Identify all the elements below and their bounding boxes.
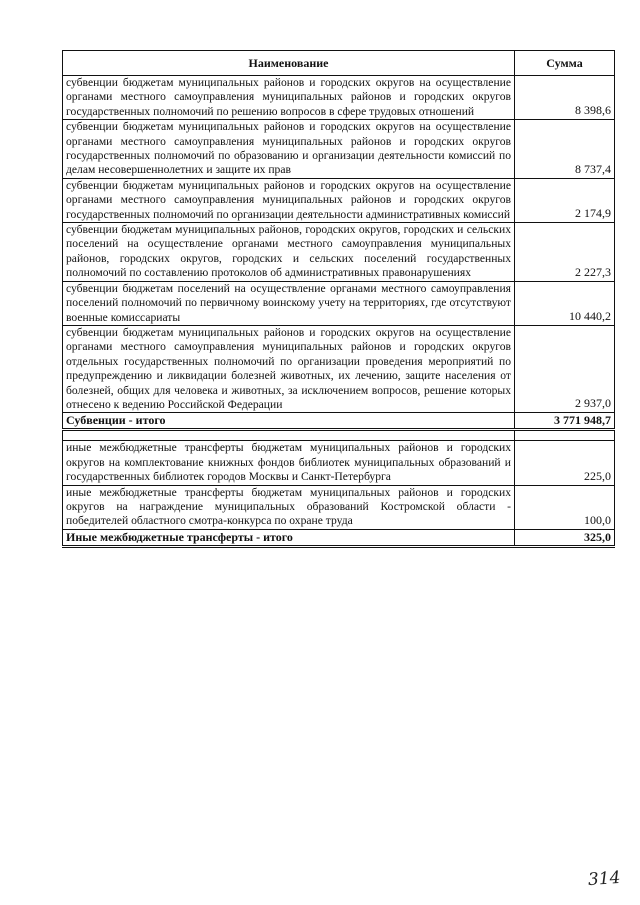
- handwritten-page-number: 314: [586, 867, 621, 891]
- subventions-total-row: [63, 413, 615, 430]
- row-sum: 100,0: [515, 485, 615, 529]
- table-row: [63, 223, 615, 282]
- row-sum: 8 737,4: [515, 120, 615, 179]
- row-name: субвенции бюджетам муниципальных районов и городских округов на осуществление органами местного самоуправления муниципальных районов и городских округов отдельных государственных полномочий по организации проведения мероприятий по предупреждению и ликвидации болезней животных, их лечению, защите населения от болезней, общих для человека и животных, за исключением вопросов, решение которых отнесено к ведению Российской Федерации: [63, 325, 515, 412]
- row-name: субвенции бюджетам муниципальных районов и городских округов на осуществление органами местного самоуправления муниципальных районов и городских округов государственных полномочий по организации деятельности административных комиссий: [63, 178, 515, 222]
- subventions-total-label: Субвенции - итого: [63, 413, 515, 430]
- subventions-total-sum: 3 771 948,7: [515, 413, 615, 430]
- other-transfers-total-row: [63, 529, 615, 546]
- row-name: иные межбюджетные трансферты бюджетам муниципальных районов и городских округов на награждение муниципальных образований Костромской области - победителей областного смотра-конкурса по охране труда: [63, 485, 515, 529]
- row-name: иные межбюджетные трансферты бюджетам муниципальных районов и городских округов на комплектование книжных фондов библиотек муниципальных образований и государственных библиотек городов Москвы и Санкт-Петербурга: [63, 441, 515, 485]
- row-sum: 10 440,2: [515, 281, 615, 325]
- header-name: Наименование: [63, 51, 515, 76]
- row-name: субвенции бюджетам поселений на осуществление органами местного самоуправления поселений полномочий по первичному воинскому учету на территориях, где отсутствуют военные комиссариаты: [63, 281, 515, 325]
- row-sum: 2 937,0: [515, 325, 615, 412]
- table-row: [63, 76, 615, 120]
- budget-table-sheet: [62, 50, 614, 548]
- spacer-row: [63, 430, 615, 441]
- row-name: субвенции бюджетам муниципальных районов и городских округов на осуществление органами местного самоуправления муниципальных районов и городских округов государственных полномочий по решению вопросов в сфере трудовых отношений: [63, 76, 515, 120]
- other-transfers-total-label: Иные межбюджетные трансферты - итого: [63, 529, 515, 546]
- table-header-row: [63, 51, 615, 76]
- budget-table: [62, 50, 615, 548]
- row-sum: 2 174,9: [515, 178, 615, 222]
- row-sum: 8 398,6: [515, 76, 615, 120]
- table-row: [63, 485, 615, 529]
- spacer-cell: [515, 430, 615, 441]
- spacer-cell: [63, 430, 515, 441]
- table-row: [63, 178, 615, 222]
- header-sum: Сумма: [515, 51, 615, 76]
- table-row: [63, 281, 615, 325]
- row-name: субвенции бюджетам муниципальных районов, городских округов, городских и сельских поселений на осуществление органами местного самоуправления муниципальных районов, городских округов, городских и сельских поселений государственных полномочий по составлению протоколов об административных правонарушениях: [63, 223, 515, 282]
- table-row: [63, 325, 615, 412]
- table-row: [63, 120, 615, 179]
- row-sum: 2 227,3: [515, 223, 615, 282]
- table-row: [63, 441, 615, 485]
- row-name: субвенции бюджетам муниципальных районов и городских округов на осуществление органами местного самоуправления муниципальных районов и городских округов государственных полномочий по образованию и организации деятельности комиссий по делам несовершеннолетних и защите их прав: [63, 120, 515, 179]
- other-transfers-total-sum: 325,0: [515, 529, 615, 546]
- row-sum: 225,0: [515, 441, 615, 485]
